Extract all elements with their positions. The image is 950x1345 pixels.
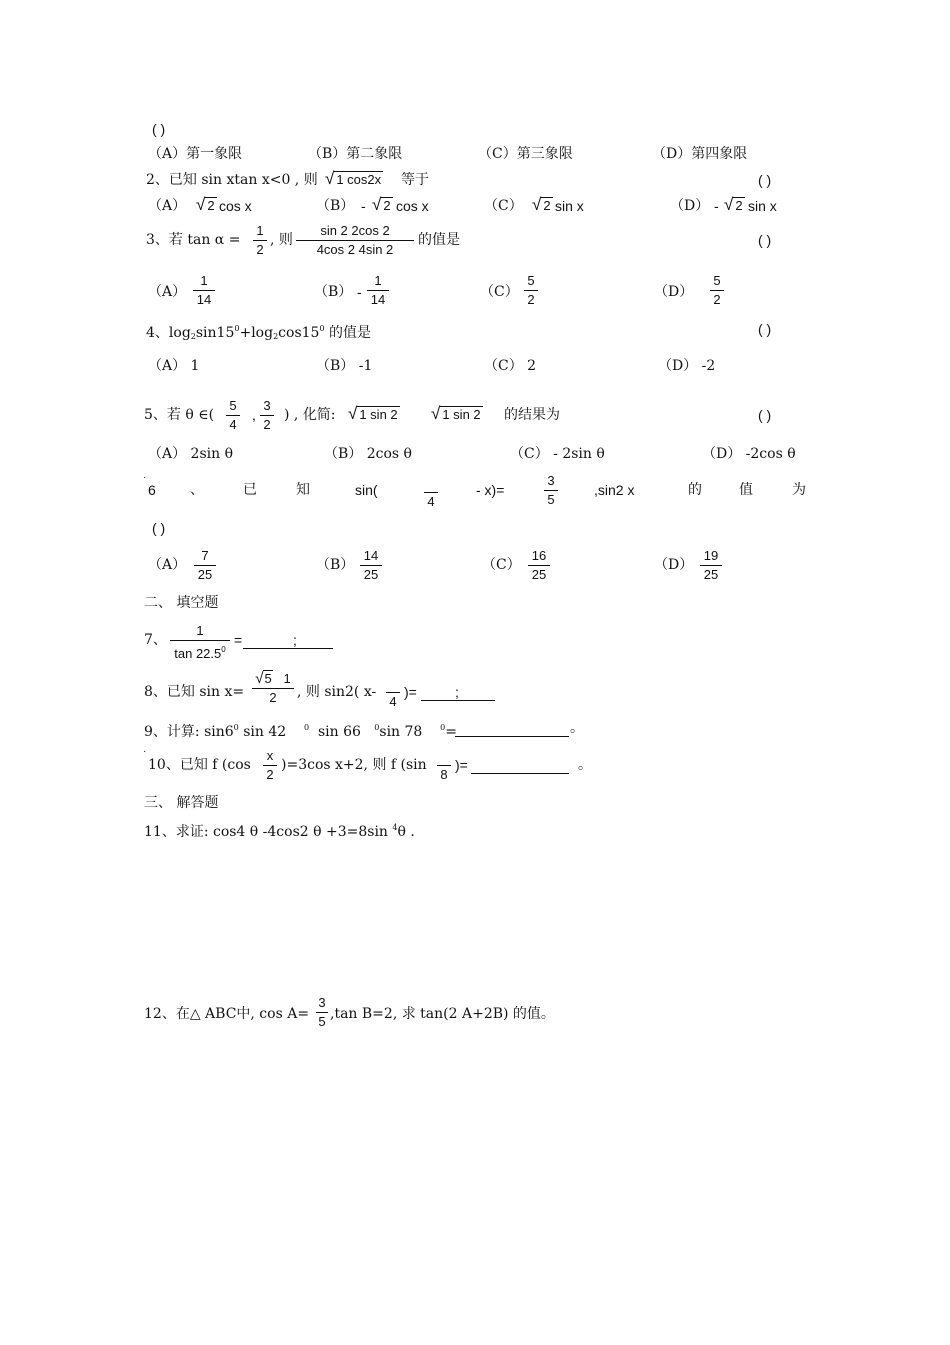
q4-option-d: （D） -2 <box>658 358 716 374</box>
q2-option-a-label: （A） <box>148 198 187 214</box>
q2-option-c-label: （C） <box>484 198 523 214</box>
q5-stem-end: 的结果为 <box>504 407 560 423</box>
q11-stem: 11、求证: cos4 θ -4cos2 θ +3=8sin $^4$θ . <box>144 823 415 840</box>
q5-option-a: （A） 2sin θ <box>148 446 234 462</box>
q5-fraction-2: $\frac{3}{2}$ <box>260 399 274 432</box>
q6-word-1: 6 <box>148 482 156 498</box>
q2-option-d-text: sin x <box>748 198 777 214</box>
q8-pi-fraction: 4 <box>386 678 400 709</box>
q3-option-d-fraction: $\frac{5}{2}$ <box>710 274 724 307</box>
q10-fraction-1: $\frac{x}{2}$ <box>263 749 277 782</box>
q6-answer-paren: ( ) <box>152 520 166 536</box>
q5-fraction-1: $\frac{5}{4}$ <box>226 399 240 432</box>
q5-option-d: （D） -2cos θ <box>702 446 796 462</box>
q5-option-b: （B） 2cos θ <box>324 446 412 462</box>
q3-answer-paren: ( ) <box>758 232 772 248</box>
q8-stem: 8、已知 sin x= <box>144 684 245 700</box>
q4-option-a: （A） 1 <box>148 358 200 374</box>
q5-radical-2: √ 1 sin 2 <box>431 404 481 423</box>
q7-label: 7、 <box>144 632 167 648</box>
q9-answer-blank[interactable] <box>455 720 569 737</box>
q6-option-d-label: （D） <box>654 557 694 573</box>
q8-stem-mid: , 则 sin2( x- <box>297 684 377 700</box>
q3-option-d-label: （D） <box>654 284 694 300</box>
q1-option-c: （C）第三象限 <box>478 146 573 162</box>
q6-option-d-fraction: $\frac{19}{25}$ <box>700 549 722 582</box>
q2-option-c-radical: √ 2 <box>532 195 551 214</box>
q6-option-a-fraction: $\frac{7}{25}$ <box>194 549 216 582</box>
q6-word-8: 的 <box>688 482 702 498</box>
q8-stem-end: )= <box>404 684 417 700</box>
q9-stem: 9、计算: $\sin 6^0$ sin 42 $^0$ sin 66 $^0$sin 78 $^0$= <box>144 723 457 740</box>
q2-option-a-text: cos x <box>219 198 252 214</box>
q2-option-d-label: （D） <box>670 198 710 214</box>
q4-answer-paren: ( ) <box>758 321 772 337</box>
q2-radical: √ 1 cos2x <box>325 169 382 188</box>
q3-big-fraction: $\frac{\sin 2 2\cos 2}{4\cos 2 4\sin 2}$ <box>296 224 414 257</box>
q5-stem: 5、若 θ ∈( <box>144 407 215 423</box>
q6-word-4: 知 <box>296 482 310 498</box>
q3-option-a-fraction: $\frac{1}{14}$ <box>193 274 215 307</box>
q2-stem-end: 等于 <box>401 172 429 188</box>
q10-stem: 10、已知 f (cos <box>148 757 251 773</box>
q7-equals: = <box>234 632 243 648</box>
q2-option-d-radical: √ 2 <box>724 195 743 214</box>
q2-option-b-text: cos x <box>396 198 429 214</box>
q3-option-a-label: （A） <box>148 284 187 300</box>
q5-stem-mid: ) , 化简: <box>284 407 336 423</box>
q10-period: 。 <box>578 757 592 773</box>
q4-stem: 4、$\log_2\sin 15^0+\log_2\cos 15^0$ 的值是 <box>146 324 371 341</box>
q3-option-c-fraction: $\frac{5}{2}$ <box>524 274 538 307</box>
q6-word-5: sin( <box>355 482 378 498</box>
q12-stem: 12、在△ ABC中, cos A= <box>144 1006 310 1022</box>
q6-option-b-label: （B） <box>316 557 355 573</box>
q6-word-3: 已 <box>243 482 257 498</box>
q3-stem: 3、若 tan α = <box>146 232 241 248</box>
q6-word-9: 值 <box>739 482 753 498</box>
q8-semicolon: ; <box>455 684 459 700</box>
q3-option-b-sign: - <box>357 284 362 300</box>
q1-option-a: （A）第一象限 <box>148 146 243 162</box>
q4-option-b: （B） -1 <box>316 358 373 374</box>
q6-word-10: 为 <box>792 482 806 498</box>
q9-period: 。 <box>570 720 584 736</box>
q3-stem-end: 的值是 <box>418 232 460 248</box>
q6-word-2: 、 <box>190 482 204 498</box>
q6-option-a-label: （A） <box>148 557 187 573</box>
q10-stem-mid: )=3cos x+2, 则 f (sin <box>281 757 427 773</box>
q2-option-c-text: sin x <box>555 198 584 214</box>
q7-semicolon: ; <box>293 632 297 648</box>
q2-option-d-sign: - <box>714 198 719 214</box>
q1-answer-paren: ( ) <box>152 121 166 137</box>
q6-mark: · <box>143 472 147 483</box>
q12-stem-end: ,tan B=2, 求 tan(2 A+2B) 的值。 <box>330 1006 555 1022</box>
q10-mark: · <box>143 746 147 757</box>
q3-option-b-label: （B） <box>314 284 353 300</box>
q2-stem: 2、已知 sin xtan x<0 , 则 <box>146 172 318 188</box>
q10-stem-end: )= <box>455 757 468 773</box>
q5-option-c: （C） - 2sin θ <box>510 446 605 462</box>
section-fill-in-title: 二、 填空题 <box>144 595 219 611</box>
q1-option-b: （B）第二象限 <box>308 146 403 162</box>
q1-option-d: （D）第四象限 <box>652 146 748 162</box>
q6-option-b-fraction: $\frac{14}{25}$ <box>360 549 382 582</box>
q5-comma: , <box>252 407 256 423</box>
q6-fraction-2: $\frac{3}{5}$ <box>544 474 558 507</box>
q12-fraction: $\frac{3}{5}$ <box>316 996 328 1029</box>
q2-option-b-label: （B） <box>316 198 355 214</box>
q5-answer-paren: ( ) <box>758 407 772 423</box>
q3-stem-mid: , 则 <box>270 232 293 248</box>
q7-answer-blank[interactable] <box>243 632 333 649</box>
q8-sinx-fraction: $\frac{√5 1}{2}$ <box>252 672 294 705</box>
q6-fraction-1: 4 <box>424 476 438 509</box>
q10-answer-blank[interactable] <box>471 757 569 774</box>
q6-option-c-label: （C） <box>482 557 521 573</box>
section-solve-title: 三、 解答题 <box>144 795 219 811</box>
q2-answer-paren: ( ) <box>758 172 772 188</box>
q6-option-c-fraction: $\frac{16}{25}$ <box>528 549 550 582</box>
q3-tan-fraction: $\frac{1}{2}$ <box>253 224 267 257</box>
q4-option-c: （C） 2 <box>484 358 537 374</box>
q10-fraction-2: 8 <box>437 751 451 782</box>
q2-option-b-sign: - <box>361 198 366 214</box>
q6-word-7: ,sin2 x <box>594 482 635 498</box>
q7-fraction: $\frac{1}{\tan 22.5^0}$ <box>170 624 230 661</box>
q2-option-a-radical: √ 2 <box>196 195 215 214</box>
q2-option-b-radical: √ 2 <box>372 195 391 214</box>
q5-radical-1: √ 1 sin 2 <box>348 404 398 423</box>
q6-word-6: - x)= <box>476 482 505 498</box>
q3-option-b-fraction: $\frac{1}{14}$ <box>367 274 389 307</box>
q3-option-c-label: （C） <box>480 284 519 300</box>
